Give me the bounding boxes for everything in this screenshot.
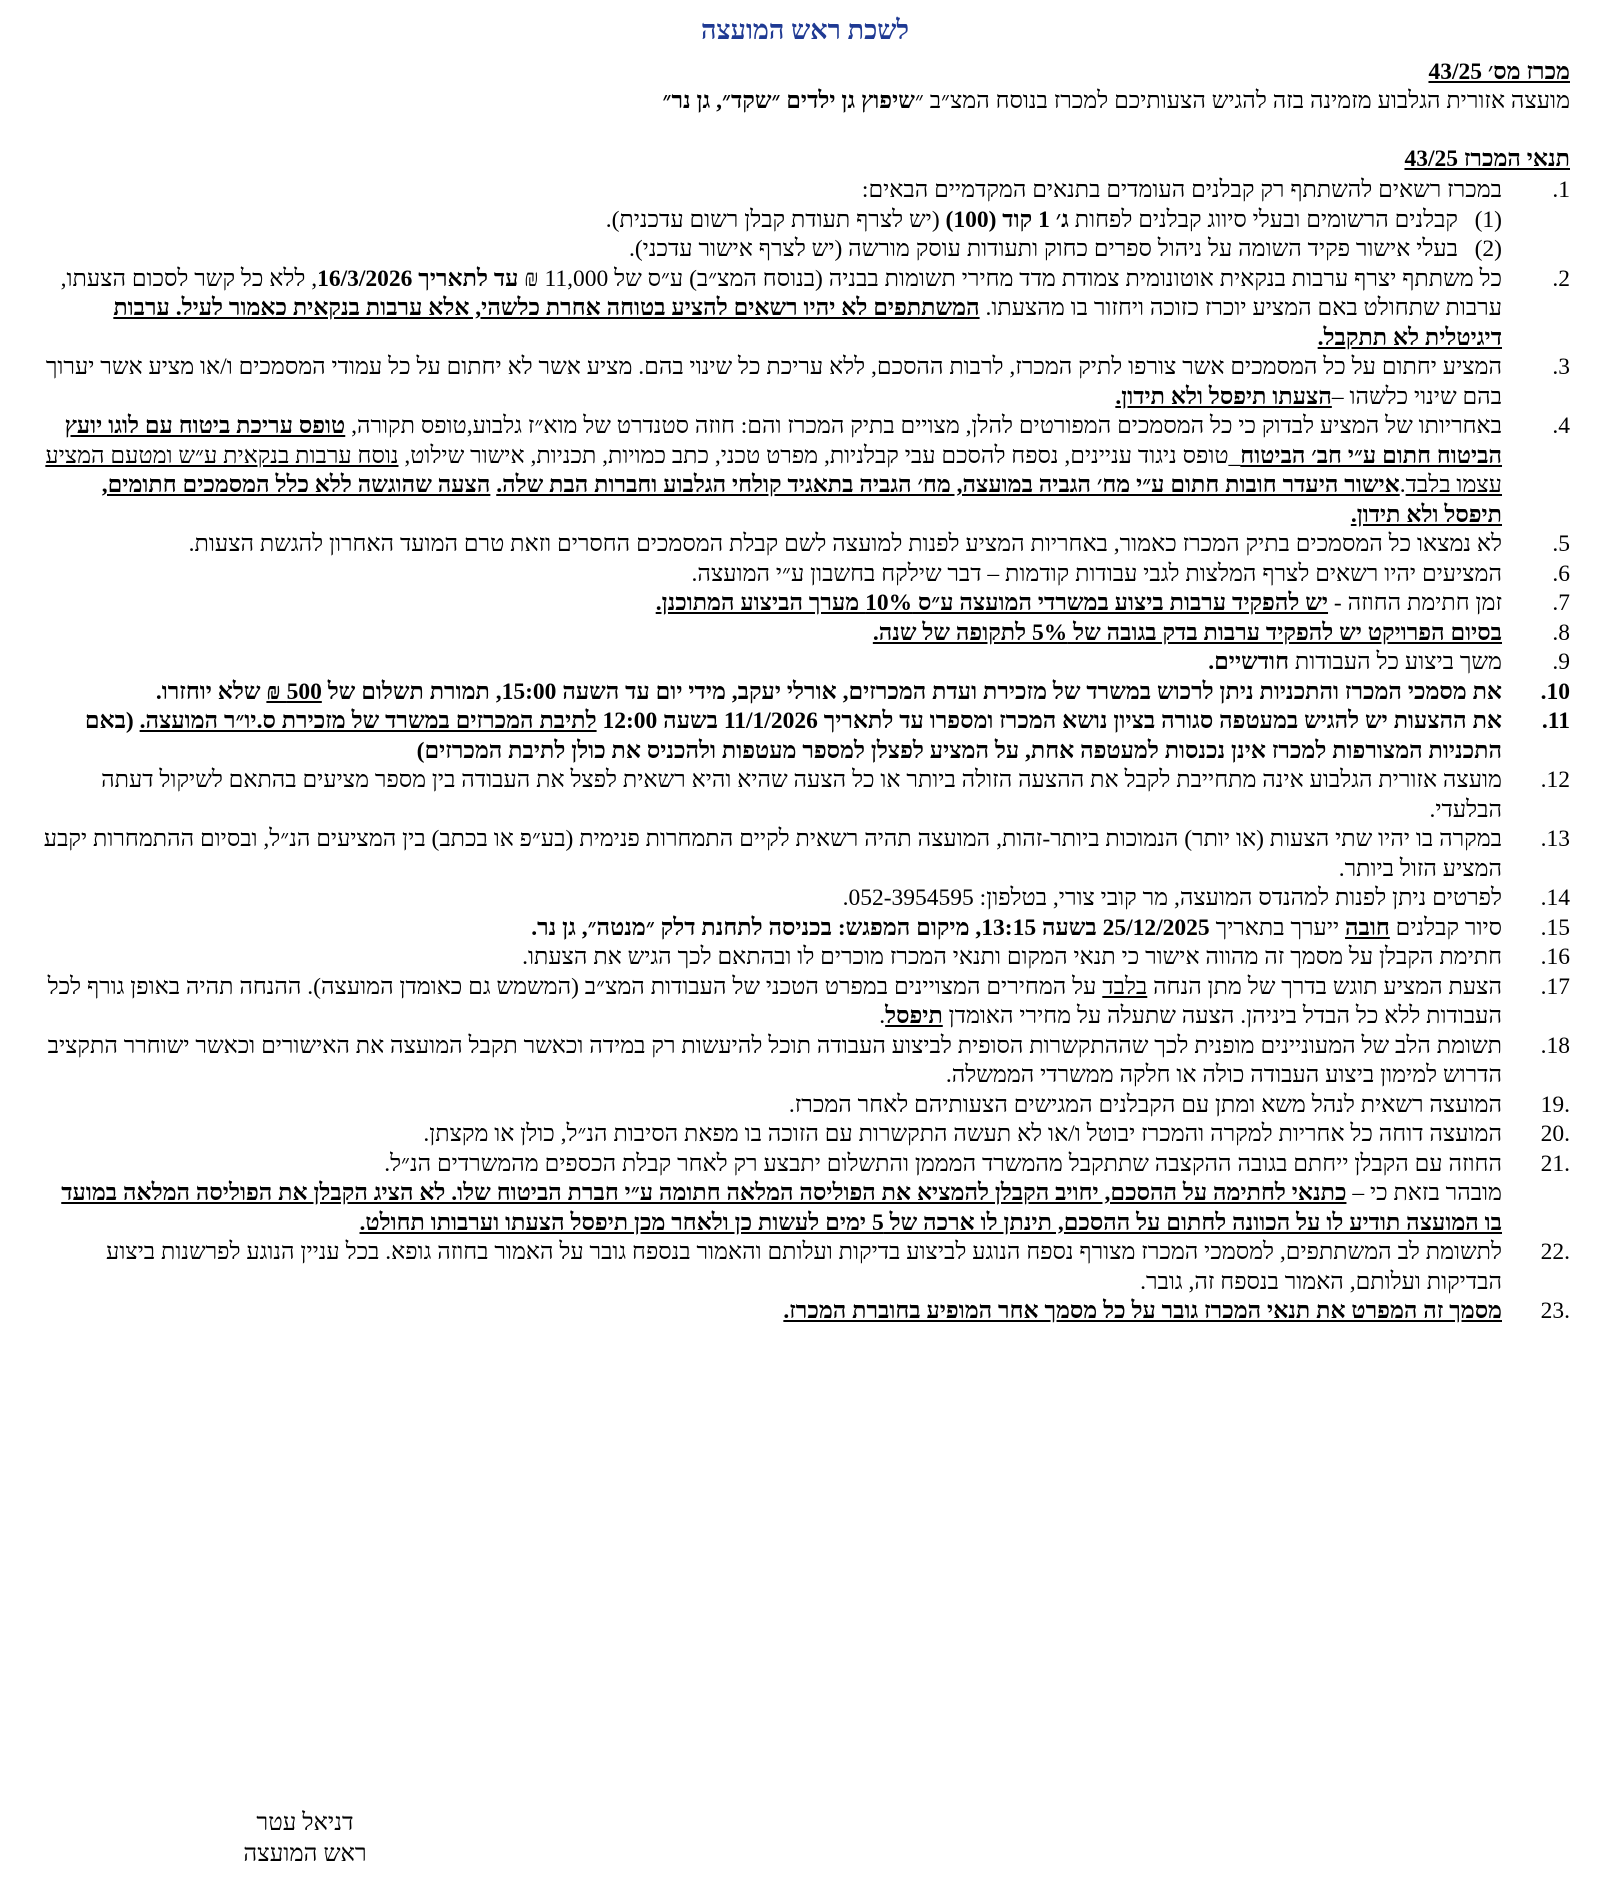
office-title: לשכת ראש המועצה xyxy=(700,15,910,45)
item-number: 6. xyxy=(1552,560,1570,587)
condition-12: 12. מועצה אזורית הגלבוע אינה מתחייבת לקבל את ההצעה הזולה ביותר או כל הצעה שהיא והיא רשאית לפצל את העבודה בין מספר מציעים בהתאם לשיקול דעתה הבלעדי. xyxy=(101,767,1570,823)
document-page xyxy=(40,16,1570,1327)
condition-8: 8. בסיום הפרויקט יש להפקיד ערבות בדק בגובה של 5% לתקופה של שנה. xyxy=(40,619,1570,649)
condition-14: 14. לפרטים ניתן לפנות למהנדס המועצה, מר קובי צורי, בטלפון: 052-3954595. xyxy=(40,884,1570,914)
condition-19: .19 המועצה רשאית לנהל משא ומתן עם הקבלנים המגישים הצעותיהם לאחר המכרז. xyxy=(40,1091,1570,1121)
condition-2: 2. כל משתתף יצרף ערבות בנקאית אוטונומית צמודת מדד מחירי תשומות בבניה (בנוסח המצ״ב) ע״ס של 11,000 ₪ עד לתאריך 16/3/2026, ללא כל קשר לסכום הצעתו, ערבות שתחולט באם המציע יוכרז כזוכה ויחזור בו מהצעתו. המשתתפים לא יהיו רשאים להציע בטוחה אחרת כלשהי, אלא ערבות בנקאית כאמור לעיל. ערבות דיגיטלית לא תתקבל. xyxy=(60,265,1570,351)
item-number: 7. xyxy=(1552,590,1570,616)
signer-name: דניאל עטר xyxy=(256,1810,354,1836)
item-number: 5. xyxy=(1552,531,1570,557)
item-number: 18. xyxy=(1540,1032,1570,1059)
condition-10: 10. את מסמכי המכרז והתכניות ניתן לרכוש במשרד של מזכירת ועדת המכרזים, אורלי יעקב, מידי יום עד השעה 15:00, תמורת תשלום של 500 ₪ שלא יוחזרו. xyxy=(40,678,1570,708)
item-number: 3. xyxy=(1552,354,1570,380)
condition-16: 16. חתימת הקבלן על מסמך זה מהווה אישור כי תנאי המקום ותנאי המכרז מוכרים לו ובהתאם לכך הגיש את הצעתו. xyxy=(40,943,1570,973)
item-number: 2. xyxy=(1552,265,1570,292)
condition-18: 18. תשומת הלב של המעוניינים מופנית לכך שההתקשרות הסופית לביצוע העבודה תוכל להיעשות רק במידה וכאשר תקבל המועצה את האישורים וכאשר ישוחרר התקציב הדרוש למימון ביצוע העבודה כולה או חלקה ממשרדי הממשלה. xyxy=(47,1032,1570,1088)
item-number: 8. xyxy=(1552,619,1570,646)
item-number: 12. xyxy=(1540,767,1570,793)
condition-3: 3. המציע יחתום על כל המסמכים אשר צורפו לתיק המכרז, לרבות ההסכם, ללא עריכת כל שינוי בהם. מציע אשר לא יחתום על כל עמודי המסמכים ו/או מציע אשר יערוך בהם שינוי כלשהו –הצעתו תיפסל ולא תידון. xyxy=(45,354,1570,410)
item-number: .19 xyxy=(1540,1091,1570,1118)
item-number: 9. xyxy=(1552,649,1570,675)
condition-1-sub-2: (2) בעלי אישור פקיד השומה על ניהול ספרים כחוק ותעודות עוסק מורשה (יש לצרף אישור עדכני). xyxy=(628,236,1502,262)
item-number: 10. xyxy=(1540,678,1570,705)
condition-13: 13. במקרה בו יהיו שתי הצעות (או יותר) הנמוכות ביותר-זהות, המועצה תהיה רשאית לקיים התמחרות פנימית (בע״פ או בכתב) בין המציעים הנ״ל, ובסיום ההתמחרות יקבע המציע הזול ביותר. xyxy=(43,826,1570,882)
item-number: 16. xyxy=(1540,944,1570,970)
item-number: .22 xyxy=(1540,1239,1570,1265)
tender-number: מכרז מס׳ 43/25 xyxy=(1428,58,1570,85)
item-number: 17. xyxy=(1540,973,1570,1000)
tender-project-name: שיפוץ גן ילדים ״שקד״, גן נר״ xyxy=(662,88,915,114)
item-number: .23 xyxy=(1540,1298,1570,1324)
item-number: 11. xyxy=(1541,708,1570,734)
item-number: .20 xyxy=(1540,1121,1570,1147)
item-number: .21 xyxy=(1540,1150,1570,1177)
signature-block xyxy=(205,1808,405,1870)
tender-intro: מועצה אזורית הגלבוע מזמינה בזה להגיש הצעותיכם למכרז בנוסח המצ״ב ״שיפוץ גן ילדים ״שקד״, גן נר״ xyxy=(662,88,1570,114)
item-number: 13. xyxy=(1540,826,1570,852)
conditions-title: תנאי המכרז 43/25 xyxy=(1404,145,1570,172)
condition-23: .23 מסמך זה המפרט את תנאי המכרז גובר על כל מסמך אחר המופיע בחוברת המכרז. xyxy=(40,1297,1570,1327)
condition-1-sub-1: (1) קבלנים הרשומים ובעלי סיווג קבלנים לפחות ג׳ 1 קוד (100) (יש לצרף תעודת קבלן רשום עדכנית). xyxy=(605,206,1502,233)
condition-17: 17. הצעת המציע תוגש בדרך של מתן הנחה בלבד על המחירים המצויינים במפרט הטכני של העבודות המצ״ב (המשמש גם כאומדן המועצה). ההנחה תהיה באופן גורף לכל העבודות ללא כל הבדל ביניהן. הצעה שתעלה על מחירי האומדן תיפסל. xyxy=(47,973,1570,1029)
condition-21-note: מובהר בזאת כי – כתנאי לחתימה על ההסכם, יחויב הקבלן להמציא את הפוליסה המלאה חתומה ע״י חברת הביטוח שלו. לא הציג הקבלן את הפוליסה המלאה במועד בו המועצה תודיע לו על הכוונה לחתום על ההסכם, תינתן לו ארכה של 5 ימים לעשות כן ולאחר מכן תיפסל הצעתו וערבותו תחולט. xyxy=(61,1180,1502,1236)
item-number: 1. xyxy=(1552,177,1570,203)
item-number: 15. xyxy=(1540,914,1570,941)
condition-1: 1. במכרז רשאים להשתתף רק קבלנים העומדים בתנאים המקדמיים הבאים: (1) קבלנים הרשומים ובעלי סיווג קבלנים לפחות ג׳ 1 קוד (100) (יש לצרף תעודת קבלן רשום עדכנית). (2) בעלי אישור פקיד השומה על ניהול ספרים כחוק ותעודות עוסק מורשה (יש לצרף אישור עדכני). xyxy=(40,176,1570,265)
condition-21: .21 החוזה עם הקבלן ייחתם בגובה ההקצבה שתתקבל מהמשרד המממן והתשלום יתבצע רק לאחר קבלת הכספים מהמשרדים הנ״ל. xyxy=(40,1150,1570,1180)
item-number: 4. xyxy=(1552,413,1570,439)
condition-9: 9. משך ביצוע כל העבודות חודשיים. xyxy=(40,648,1570,678)
condition-4: 4. באחריותו של המציע לבדוק כי כל המסמכים המפורטים להלן, מצויים בתיק המכרז והם: חוזה סטנדרט של מוא״ז גלבוע,טופס תקורה, טופס עריכת ביטוח עם לוגו יועץ הביטוח חתום ע״י חב׳ הביטוח_טופס ניגוד עניינים, נספח להסכם עבי קבלניות, מפרט טכני, כתב כמויות, תכניות, אישור שילוט, נוסח ערבות בנקאית ע״ש ומטעם המציע עצמו בלבד.אישור היעדר חובות חתום ע״י מח׳ הגביה במועצה, מח׳ הגביה בתאגיד קולחי הגלבוע וחברות הבת שלה. הצעה שהוגשה ללא כלל המסמכים חתומים, תיפסל ולא תידון. xyxy=(45,413,1570,528)
condition-11: 11. את ההצעות יש להגיש במעטפה סגורה בציון נושא המכרז ומספרו עד לתאריך 11/1/2026 בשעה 12:00 לתיבת המכרזים במשרד של מזכירת ס.יו״ר המועצה. (באם התכניות המצורפות למכרז אינן נכנסות למעטפה אחת, על המציע לפצלן למספר מעטפות ולהכניס את כולן לתיבת המכרזים) xyxy=(84,708,1570,764)
condition-5: 5. לא נמצאו כל המסמכים בתיק המכרז כאמור, באחריות המציע לפנות למועצה לשם קבלת המסמכים החסרים וזאת טרם המועד האחרון להגשת הצעות. xyxy=(40,530,1570,560)
condition-22: .22 לתשומת לב המשתתפים, למסמכי המכרז מצורף נספח הנוגע לביצוע בדיקות ועלותם והאמור בנספח גובר על האמור בחוזה גופא. בכל עניין הנוגע לפרשנות ביצוע הבדיקות ועלותם, האמור בנספח זה, גובר. xyxy=(106,1239,1570,1295)
condition-20: .20 המועצה דוחה כל אחריות למקרה והמכרז יבוטל ו/או לא תעשה התקשרות עם הזוכה בו מפאת הסיבות הנ״ל, כולן או מקצתן. xyxy=(40,1120,1570,1150)
item-number: 14. xyxy=(1540,885,1570,911)
signer-title: ראש המועצה xyxy=(243,1841,367,1867)
condition-7: 7. זמן חתימת החוזה - יש להפקיד ערבות ביצוע במשרדי המועצה ע״ס 10% מערך הביצוע המתוכנן. xyxy=(40,589,1570,619)
condition-6: 6. המציעים יהיו רשאים לצרף המלצות לגבי עבודות קודמות – דבר שילקח בחשבון ע״י המועצה. xyxy=(40,560,1570,590)
condition-15: 15. סיור קבלנים חובה ייערך בתאריך 25/12/2025 בשעה 13:15, מיקום המפגש: בכניסה לתחנת דלק ״מנטה״, גן נר. xyxy=(40,914,1570,944)
